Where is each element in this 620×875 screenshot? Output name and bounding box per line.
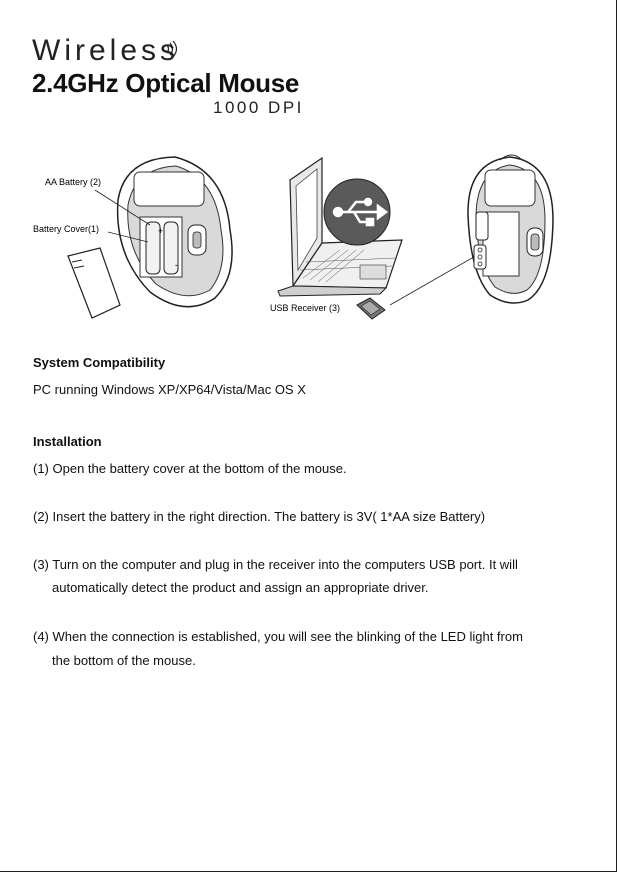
install-step-1: (1) Open the battery cover at the bottom of the mouse.	[33, 461, 347, 476]
install-step-4: (4) When the connection is established, you will see the blinking of the LED light from	[33, 629, 523, 644]
product-illustration	[0, 140, 620, 340]
compatibility-heading: System Compatibility	[33, 355, 166, 370]
brand-wireless: Wireless	[32, 34, 180, 67]
mouse-bottom-closed-illustration	[468, 155, 553, 303]
svg-text:-: -	[175, 260, 178, 270]
install-step-3-cont: automatically detect the product and assign an appropriate driver.	[52, 580, 429, 595]
laptop-illustration	[278, 158, 402, 296]
install-step-3: (3) Turn on the computer and plug in the receiver into the computers USB port. It will	[33, 557, 518, 572]
install-step-4-cont: the bottom of the mouse.	[52, 653, 196, 668]
label-aa-battery: AA Battery (2)	[45, 177, 102, 187]
label-usb-receiver: USB Receiver (3)	[270, 303, 341, 313]
svg-text:+: +	[158, 226, 164, 236]
installation-heading: Installation	[33, 434, 102, 449]
install-step-2: (2) Insert the battery in the right direction. The battery is 3V( 1*AA size Battery)	[33, 509, 486, 524]
label-battery-cover: Battery Cover(1)	[33, 224, 100, 234]
compatibility-text: PC running Windows XP/XP64/Vista/Mac OS X	[33, 382, 306, 397]
wireless-signal-icon	[164, 40, 180, 58]
dpi-label: 1000 DPI	[213, 98, 304, 117]
page-title: 2.4GHz Optical Mouse	[32, 68, 300, 98]
